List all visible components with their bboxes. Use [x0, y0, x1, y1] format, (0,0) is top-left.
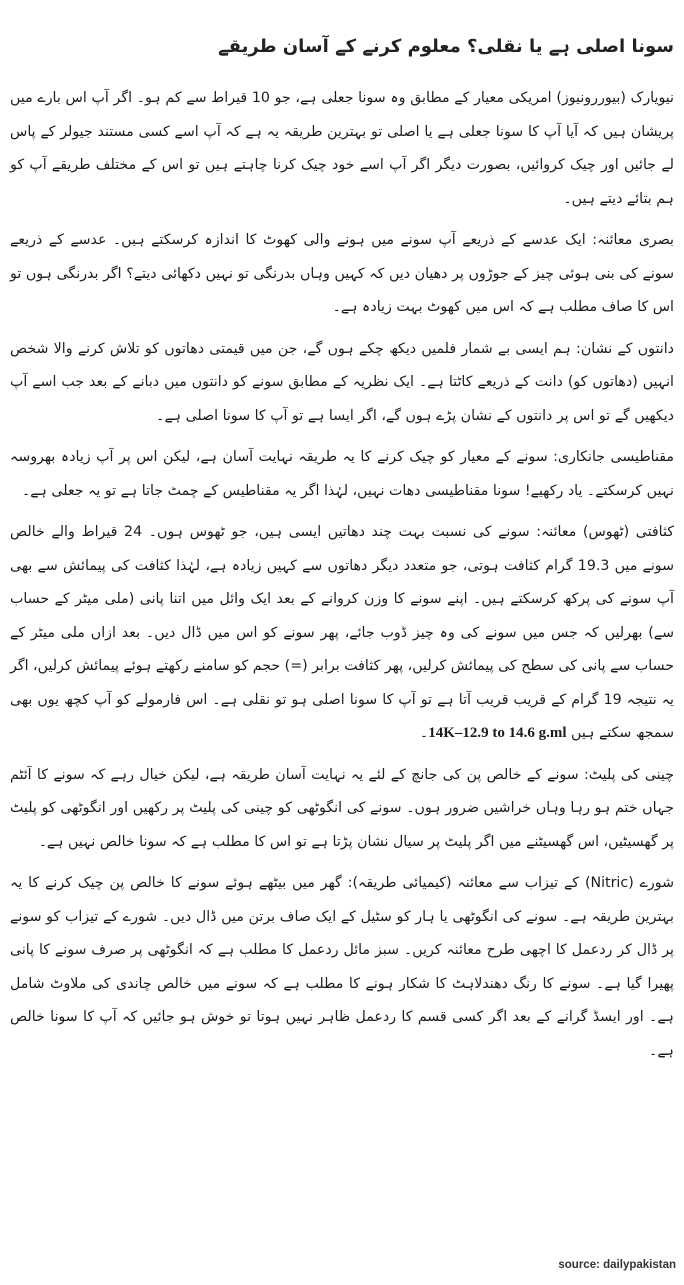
source-credit: source: dailypakistan: [558, 1259, 676, 1271]
paragraph-intro: نیویارک (بیوررونیوز) امریکی معیار کے مطابق وہ سونا جعلی ہے، جو 10 قیراط سے کم ہو۔ اگر آپ اس بارے میں پریشان ہیں کہ آیا آپ کا سونا جعلی ہے یا اصلی تو بہترین طریقہ یہ ہے کہ آپ اسے کسی مستند جیولر کے پاس لے جائیں اور چیک کروائیں، بصورت دیگر اگر آپ اسے خود چیک کرنا چاہتے ہیں تو اس کے مختلف طریقے آپ کو ہم بتائے دیتے ہیں۔: [10, 90, 674, 207]
paragraph-density-test: [10, 516, 674, 751]
article-title: سونا اصلی ہے یا نقلی؟ معلوم کرنے کے آسان طریقے: [218, 36, 674, 57]
paragraph-nitric-acid: شورے (Nitric) کے تیزاب سے معائنہ (کیمیائی طریقہ): گھر میں بیٹھے ہوئے سونے کا خالص پن چیک کرنے کا یہ بہترین طریقہ ہے۔ سونے کی انگوٹھی یا ہار کو سٹیل کے ایک صاف برتن میں ڈال دیں۔ شورے کے تیزاب کو سونے پر ڈال کر ردعمل کا اچھی طرح معائنہ کریں۔ سبز مائل ردعمل کا مطلب ہے کہ انگوٹھی پر صرف سونے کا پانی پھیرا گیا ہے۔ سونے کا رنگ دھندلاہٹ کا شکار ہونے کا مطلب ہے کہ سونے میں خالص چاندی کی ملاوٹ شامل ہے۔ اور ایسڈ گرانے کے بعد اگر کسی قسم کا ردعمل ظاہر نہیں ہوتا تو خوش ہو جائیں کہ آپ کا سونا خالص ہے۔: [10, 875, 674, 1059]
density-formula: 14K–12.9 to 14.6 g.ml: [428, 725, 567, 741]
paragraph-visual-inspection: بصری معائنہ: ایک عدسے کے ذریعے آپ سونے میں ہونے والی کھوٹ کا اندازہ کرسکتے ہیں۔ عدسے کے ذریعے سونے کی بنی ہوئی چیز کے جوڑوں پر دھیان دیں کہ کہیں وہاں بدرنگی تو نہیں دکھائی دیتے؟ اگر بدرنگی ہوں تو اس کا صاف مطلب ہے کہ اس میں کھوٹ بہت زیادہ ہے۔: [10, 232, 674, 315]
density-end: ۔: [419, 725, 429, 741]
paragraph-teeth-marks: دانتوں کے نشان: ہم ایسی بے شمار فلمیں دیکھ چکے ہوں گے، جن میں قیمتی دھاتوں کو تلاش کرنے والا شخص انہیں (دھاتوں کو) دانت کے ذریعے کاٹتا ہے۔ ایک نظریہ کے مطابق سونے کو دانتوں میں دبانے کے بعد جب اسے آپ دیکھیں گے تو اس پر دانتوں کے نشان پڑے ہوں گے، اگر ایسا ہے تو آپ کا سونا اصلی ہے۔: [10, 340, 674, 424]
paragraph-magnetic-test: مقناطیسی جانکاری: سونے کے معیار کو چیک کرنے کا یہ طریقہ نہایت آسان ہے، لیکن اس پر آپ زیادہ بھروسہ نہیں کرسکتے۔ یاد رکھیے! سونا مقناطیسی دھات نہیں، لہٰذا اگر یہ مقناطیس کے چمٹ جاتا ہے تو یہ جعلی ہے۔: [10, 449, 674, 499]
density-text: کثافتی (ٹھوس) معائنہ: سونے کی نسبت بہت چند دھاتیں ایسی ہیں، جو ٹھوس ہوں۔ 24 قیراط والے خالص سونے میں 19.3 گرام کثافت ہوتی، جو متعدد دیگر دھاتوں سے کہیں زیادہ ہے، لہٰذا کثافت کی پیمائش سے بھی آپ سونے کی پرکھ کرسکتے ہیں۔ اپنے سونے کا وزن کروانے کے بعد ایک وائل میں اتنا پانی (ملی میٹر کے حساب سے) بھرلیں کہ جس میں سونے کی وہ چیز ڈوب جائے، پھر سونے کو اس میں ڈال دیں۔ بعد ازاں ملی میٹر کے حساب سے پانی کی سطح کی پیمائش کرلیں، پھر کثافت برابر (=) حجم کو سامنے رکھتے ہوئے پیمائش کرلیں، اگر یہ نتیجہ 19 گرام کے قریب قریب آتا ہے تو آپ کا سونا اصلی ہو تو نقلی ہے۔ اس فارمولے کو آپ کچھ یوں بھی سمجھ سکتے ہیں: [10, 524, 674, 741]
paragraph-china-plate: چینی کی پلیٹ: سونے کے خالص پن کی جانچ کے لئے یہ نہایت آسان طریقہ ہے، لیکن خیال رہے کہ سونے کا آئٹم جہاں ختم ہو رہا وہاں خراشیں ضرور ہوں۔ سونے کی انگوٹھی کو چینی کی پلیٹ پر رکھیں اور انگوٹھی کو پلیٹ پر گھسیٹیں، اس گھسیٹنے میں اگر پلیٹ پر سیال نشان پڑتا ہے تو اس کا مطلب ہے کہ سونا خالص نہیں ہے۔: [10, 766, 674, 850]
